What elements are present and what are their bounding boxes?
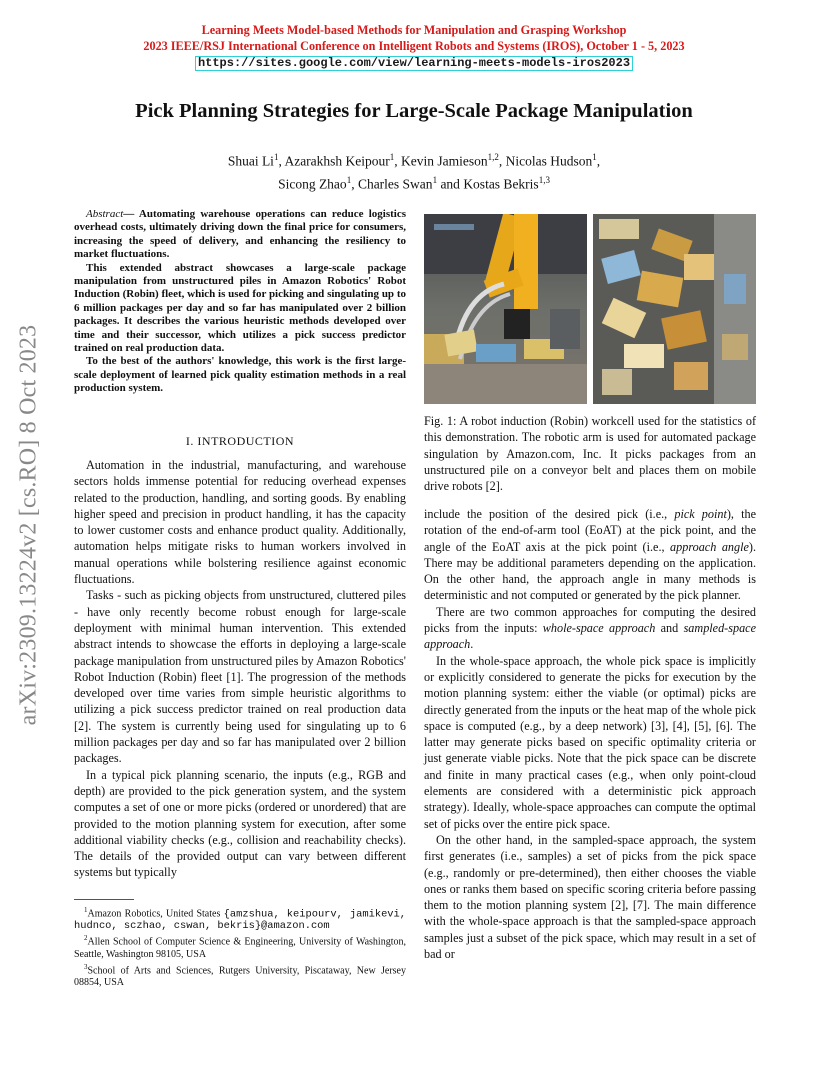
footnote-affiliation: Amazon Robotics, United States [87, 908, 221, 920]
affiliation-mark: 1 [389, 152, 395, 162]
workshop-line-2: 2023 IEEE/RSJ International Conference on Intelligent Robots and Systems (IROS), October 1 - 5, 2023 [143, 39, 685, 53]
footnote-affiliation: School of Arts and Sciences, Rutgers University, Piscataway, New Jersey 08854, USA [74, 964, 406, 988]
body-paragraph: Automation in the industrial, manufacturing, and warehouse sectors holds immense potential for reducing overhead expenses related to the production, handling, and sorting goods. By enabling higher speed and precision in product handling, it has the capacity to lower customer costs and enhance product quality. Additionally, automation helps mitigate risks to human workers involved in manual operations while bolstering resilience against economic fluctuations. [74, 458, 406, 587]
figure-robot-workcell [424, 214, 756, 404]
author-list: Shuai Li$^1$, Azarakhsh Keipour$^1$, Kevin Jamieson$^{1,2}$, Nicolas Hudson$^1$, Sicong Zhao$^1$, Charles Swan$^1$ and Kostas Bekris$^{1,3}$ [227, 152, 601, 191]
affiliation-mark: 1 [346, 174, 352, 185]
emphasis-term: sampled-space approach [424, 621, 756, 652]
body-paragraph: In the whole-space approach, the whole pick space is implicitly or explicitly considered to generate the picks for execution by the motion planning system: either the viable (or optimal) picks are directly generated from the inputs or the heat map of the whole pick space is computed (e.g., by a deep network) [3], [4], [5], [6]. The latter may generate picks based on specific optimality criteria or just generate viable picks. Note that the pick space can be discrete and finite in many practical cases (e.g., when only point-cloud elements are considered with a deterministic pick approach strategy). Ideally, whole-space approaches can compute the optimal set of picks over the entire pick space. [424, 653, 756, 831]
author-name: Kostas Bekris [463, 176, 539, 191]
figure-caption [424, 413, 756, 494]
author-name: Charles Swan [357, 176, 433, 191]
affiliation-mark: 1,2 [487, 152, 499, 162]
abstract-paragraph: This extended abstract showcases a large-scale package manipulation from unstructured piles in Amazon Robotics' Robot Induction (Robin) fleet, which is used for picking and singulating up to 6 million packages per day and so far has manipulated over 2 billion packages. It describes the various heuristic methods developed over time and their successor, which utilizes a pick success predictor trained on real production data. [74, 261, 406, 355]
footnotes: $^1$Amazon Robotics, United States {amzshua, keipourv, jamikevi, hudnco, sczhao, cswan, bekris}@amazon.com $^2$Allen School of Computer Science & Engineering, University of Washington, Seattle, Washington 98105, USA $^3$School of Arts and Sciences, Rutgers University, Piscataway, New Jersey 08854, USA [74, 906, 407, 988]
abstract-paragraph: — Automating warehouse operations can reduce logistics overhead costs, ultimately driving down the final price for consumers, increasing the speed of delivery, and enhancing the resiliency to market fluctuations. [74, 208, 406, 261]
body-paragraph: On the other hand, in the sampled-space approach, the system first generates (i.e., samples) a set of picks from the pick space (e.g., randomly or pre-determined), then either chooses the viable ones or ranks them based on specific scoring criteria before passing them to the motion planning system [2], [7]. The main difference with the whole-space approach is that the sampled-space approach samples just a subset of the pick space, which may result in a set of bad or [424, 832, 756, 962]
body-text: ). There may be additional parameters depending on the application. On the other hand, the approach angle in many methods is deterministic and not computed or generated by the pick planner. [424, 539, 756, 603]
footnote-emails: {amzshua, keipourv, jamikevi, hudnco, sczhao, cswan, bekris}@amazon.com [74, 908, 407, 933]
emphasis-term: approach angle [670, 539, 749, 554]
affiliation-mark: 1 [592, 152, 597, 162]
affiliation-mark: 1 [432, 174, 438, 185]
body-text: . [470, 637, 474, 652]
abstract-label: Abstract [86, 208, 124, 220]
section-heading: I. INTRODUCTION [185, 434, 295, 448]
body-text: and [655, 621, 684, 636]
author-name: Nicolas Hudson [505, 153, 593, 169]
abstract [74, 208, 406, 396]
emphasis-term: pick point [674, 507, 727, 521]
emphasis-term: whole-space approach [542, 621, 656, 636]
author-name: Azarakhsh Keipour [284, 153, 390, 169]
workshop-line-1: Learning Meets Model-based Methods for Manipulation and Grasping Workshop [201, 23, 627, 37]
footnote-affiliation: Allen School of Computer Science & Engineering, University of Washington, Seattle, Washington 98105, USA [74, 936, 406, 960]
body-paragraph: Tasks - such as picking objects from unstructured, cluttered piles - have only recently become robust enough for large-scale deployment with minimal human intervention. This extended abstract intends to showcase the efforts in deploying a large-scale package manipulation from unstructured piles by Amazon Robotics' Robot Induction (Robin) fleet [1]. The progression of the methods developed over time varies from simple heuristic algorithms to utilizing a pick success predictor trained on real production data [2]. The system is currently being used for singulating up to 6 million packages per day and so far has manipulated over 2 billion packages. [74, 588, 406, 766]
caption-text: Fig. 1: A robot induction (Robin) workcell used for the statistics of this demonstration. The robotic arm is used for automated package singulation by Amazon.com, Inc. It picks packages from an unstructured pile on a conveyor belt and places them on mobile drive robots [2]. [424, 414, 756, 494]
arxiv-stamp [14, 290, 44, 760]
right-column-body [424, 506, 756, 962]
author-name: Kevin Jamieson [401, 153, 488, 169]
arxiv-identifier[interactable]: arXiv:2309.13224v2 [cs.RO] 8 Oct 2023 [15, 324, 42, 726]
affiliation-mark: 1 [273, 152, 279, 162]
introduction-body [74, 457, 406, 881]
workshop-header [0, 22, 828, 71]
body-text: include the position of the desired pick (i.e., [424, 507, 675, 521]
author-name: Sicong Zhao [278, 176, 347, 191]
body-text: There are two common approaches for computing the desired picks from the inputs: [424, 604, 756, 636]
affiliation-mark: 1,3 [538, 174, 550, 185]
footnote-rule [74, 899, 134, 900]
body-paragraph: In a typical pick planning scenario, the inputs (e.g., RGB and depth) are provided to the pick generation system, and the system computes a set of one or more picks (ordered or unordered) that are provided to the motion planning system for execution, after some additional viability checks (e.g., collision and reachability checks). The details of the provided output can vary between different systems but typically [74, 767, 406, 880]
paper-title: Pick Planning Strategies for Large-Scale Package Manipulation [135, 100, 693, 122]
abstract-paragraph: To the best of the authors' knowledge, this work is the first large-scale deployment of learned pick quality estimation methods in a real production system. [74, 355, 406, 395]
author-name: Shuai Li [227, 153, 274, 169]
body-text: ), the rotation of the end-of-arm tool (EoAT) at the pick point, and the angle of the EoAT axis at the pick point (i.e., [424, 507, 756, 554]
workshop-url-link[interactable]: https://sites.google.com/view/learning-meets-models-iros2023 [195, 56, 633, 71]
